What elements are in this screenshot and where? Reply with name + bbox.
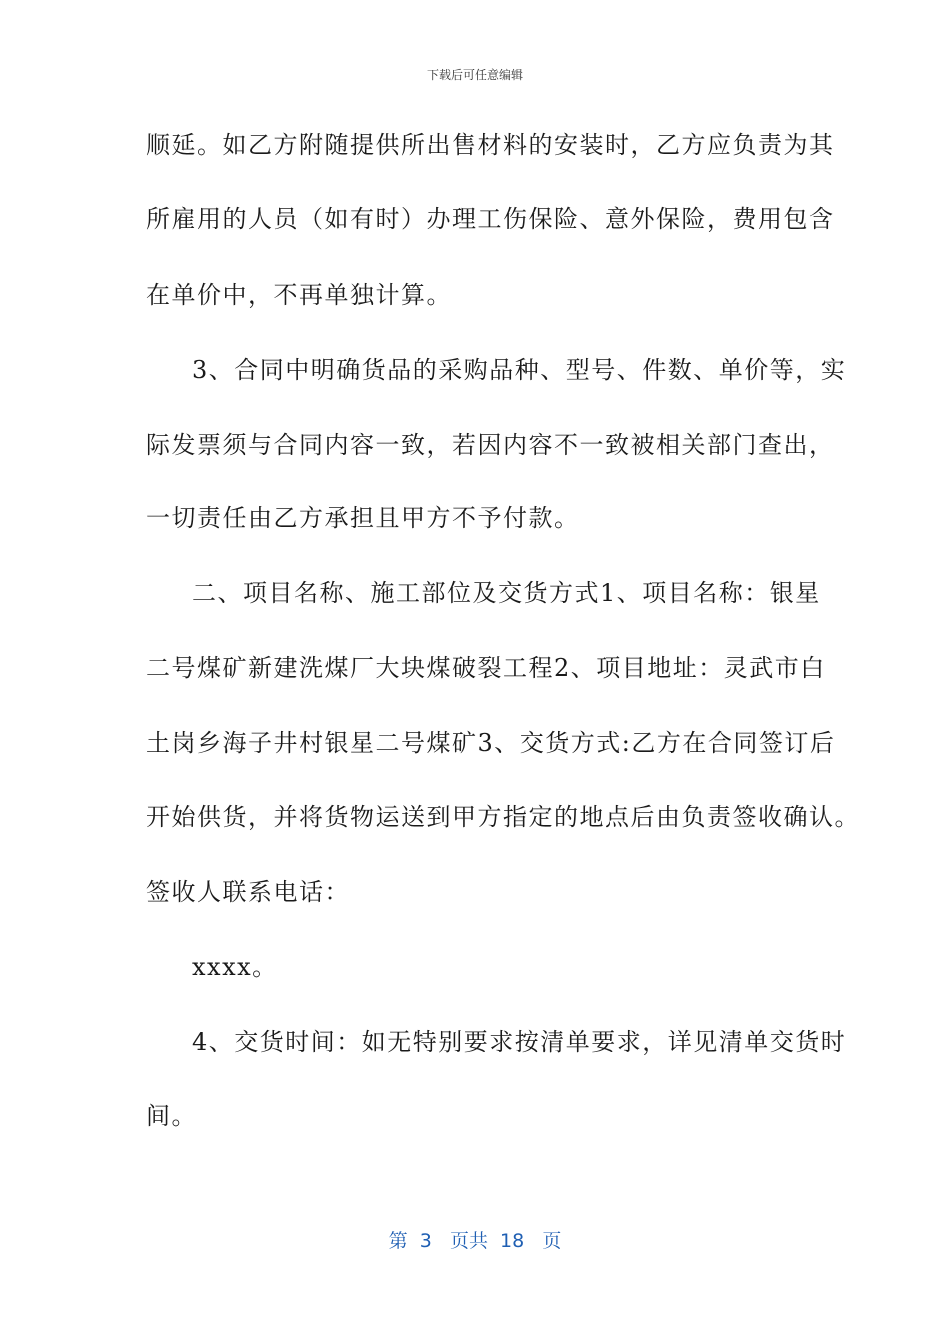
body-line-14: 间。 [146, 1102, 197, 1130]
body-line-9: 土岗乡海子井村银星二号煤矿3、交货方式:乙方在合同签订后 [146, 729, 836, 757]
body-line-12: xxxx。 [192, 953, 278, 981]
body-line-11: 签收人联系电话： [146, 878, 350, 906]
body-line-4: 3、合同中明确货品的采购品种、型号、件数、单价等，实 [192, 356, 847, 384]
body-line-1: 顺延。如乙方附随提供所出售材料的安装时，乙方应负责为其 [146, 131, 835, 159]
page-number-footer: 第 3 页共 18 页 [388, 1230, 562, 1252]
body-line-5: 际发票须与合同内容一致，若因内容不一致被相关部门查出， [146, 431, 835, 459]
page-header: 下载后可任意编辑 [426, 68, 523, 82]
body-line-6: 一切责任由乙方承担且甲方不予付款。 [146, 504, 580, 532]
body-line-8: 二号煤矿新建洗煤厂大块煤破裂工程2、项目地址：灵武市白 [146, 654, 826, 682]
body-line-3: 在单价中，不再单独计算。 [146, 281, 452, 309]
body-line-2: 所雇用的人员（如有时）办理工伤保险、意外保险，费用包含 [146, 205, 835, 233]
body-line-10: 开始供货，并将货物运送到甲方指定的地点后由负责签收确认。 [146, 803, 860, 831]
body-line-7: 二、项目名称、施工部位及交货方式1、项目名称：银星 [192, 579, 821, 607]
body-line-13: 4、交货时间：如无特别要求按清单要求，详见清单交货时 [192, 1028, 847, 1056]
